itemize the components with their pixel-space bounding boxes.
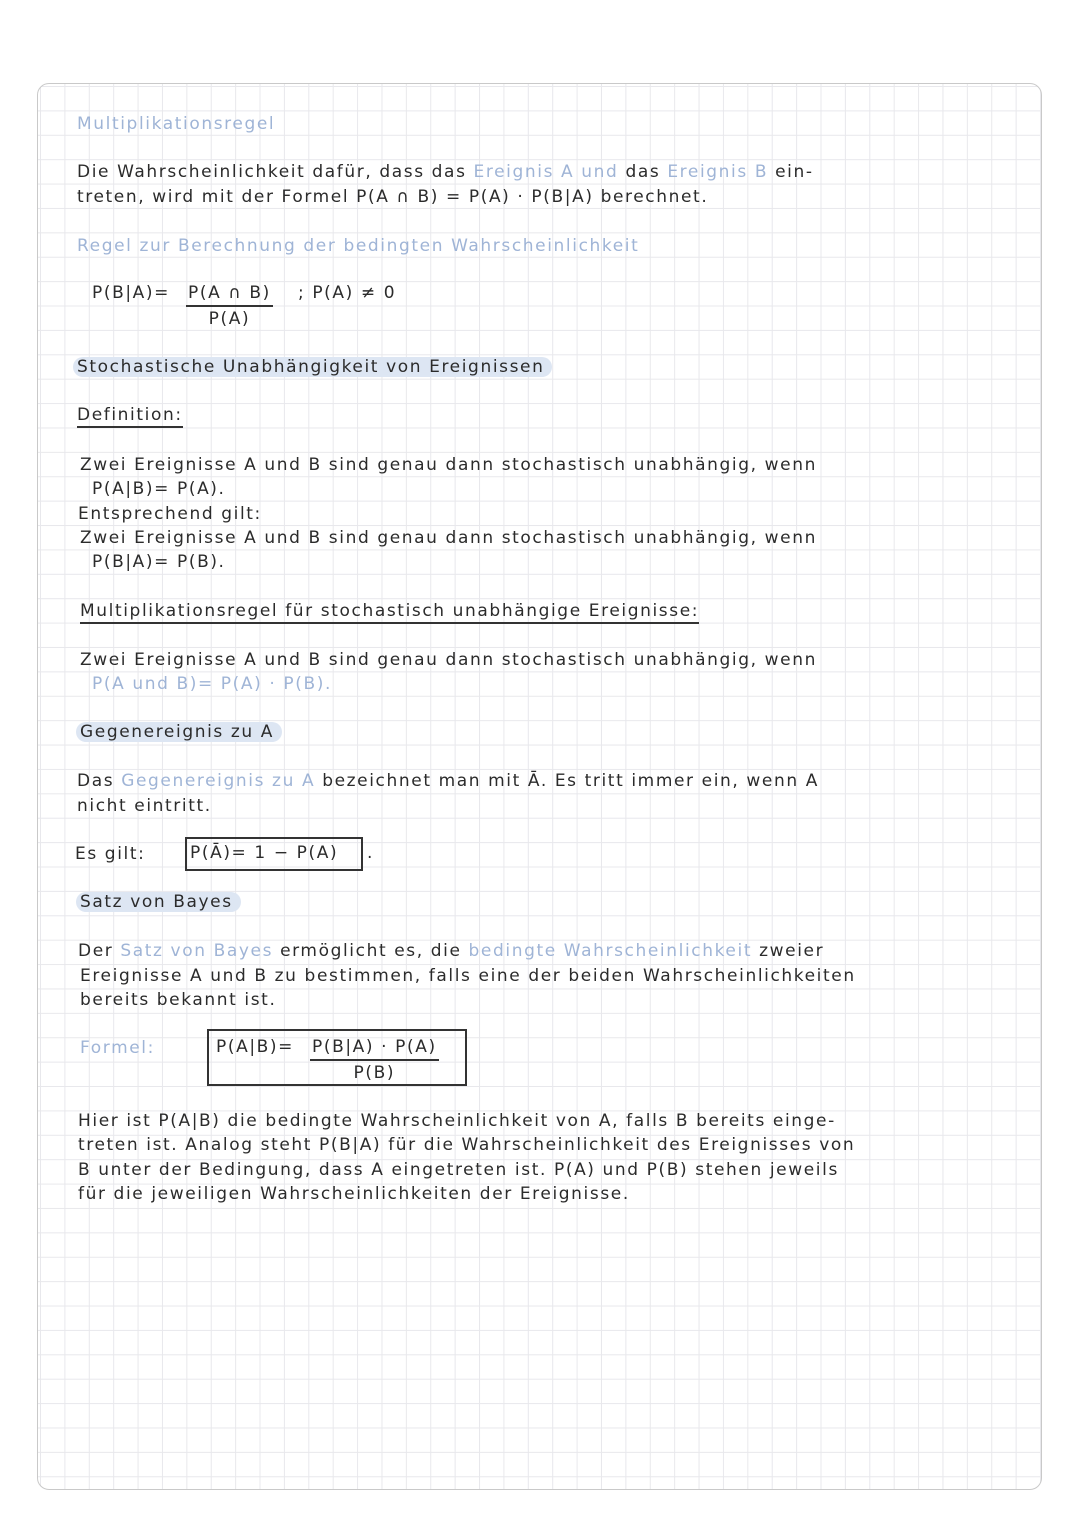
definition-line5: P(B|A)= P(B). — [92, 552, 226, 572]
complement-line1 — [77, 771, 819, 791]
mult-indep-label — [80, 601, 699, 621]
underlined-label: Multiplikationsregel für stochastisch unabhängige Ereignisse: — [80, 601, 699, 624]
complement-es-gilt: Es gilt: — [75, 844, 146, 864]
text: Der — [78, 941, 114, 961]
cond-formula-fraction — [186, 283, 273, 329]
heading-multiplikationsregel: Multiplikationsregel — [77, 114, 276, 134]
text: bezeichnet man mit Ā. Es tritt immer ein, wenn A — [322, 771, 819, 791]
mult-indep-line2: P(A und B)= P(A) · P(B). — [92, 674, 332, 694]
fraction-numerator: P(A ∩ B) — [186, 283, 273, 307]
section-highlight: Stochastische Unabhängigkeit von Ereignissen — [73, 357, 552, 377]
text: ermöglicht es, die — [280, 941, 462, 961]
definition-line1: Zwei Ereignisse A und B sind genau dann stochastisch unabhängig, wenn — [80, 455, 817, 475]
text: ein- — [775, 162, 814, 182]
bayes-line1 — [78, 941, 824, 961]
paragraph-mult-line1 — [77, 162, 814, 182]
formel-label: Formel: — [80, 1038, 155, 1058]
explanation-line2: treten ist. Analog steht P(B|A) für die Wahrscheinlichkeit des Ereignisses von — [78, 1135, 856, 1155]
complement-line2: nicht eintritt. — [77, 796, 212, 816]
term-ereignis-a: Ereignis A und — [473, 162, 619, 182]
mult-indep-line1: Zwei Ereignisse A und B sind genau dann stochastisch unabhängig, wenn — [80, 650, 817, 670]
heading-bedingte-wahrscheinlichkeit: Regel zur Berechnung der bedingten Wahrscheinlichkeit — [77, 236, 640, 256]
section-stochastische-unabhaengigkeit — [77, 357, 552, 377]
complement-formula: P(Ā)= 1 − P(A) — [190, 843, 339, 863]
term-bedingte-wahrscheinlichkeit: bedingte Wahrscheinlichkeit — [468, 941, 753, 961]
definition-line3: Entsprechend gilt: — [78, 504, 262, 524]
section-highlight: Gegenereignis zu A — [76, 722, 282, 742]
term-ereignis-b: Ereignis B — [667, 162, 769, 182]
underlined-label: Definition: — [77, 405, 183, 428]
fraction-numerator: P(B|A) · P(A) — [310, 1037, 439, 1061]
explanation-line3: B unter der Bedingung, dass A eingetreten ist. P(A) und P(B) stehen jeweils — [78, 1160, 839, 1180]
section-gegenereignis — [80, 722, 282, 742]
text: Die Wahrscheinlichkeit dafür, dass das — [77, 162, 467, 182]
definition-line4: Zwei Ereignisse A und B sind genau dann stochastisch unabhängig, wenn — [80, 528, 817, 548]
term-satz-von-bayes: Satz von Bayes — [120, 941, 274, 961]
definition-line2: P(A|B)= P(A). — [92, 479, 226, 499]
paragraph-mult-line2: treten, wird mit der Formel P(A ∩ B) = P(A) · P(B|A) berechnet. — [77, 187, 709, 207]
bayes-line3: bereits bekannt ist. — [80, 990, 277, 1010]
definition-label — [77, 405, 183, 425]
explanation-line1: Hier ist P(A|B) die bedingte Wahrscheinlichkeit von A, falls B bereits einge- — [78, 1111, 836, 1131]
section-satz-von-bayes — [80, 892, 241, 912]
text: Das — [77, 771, 115, 791]
explanation-line4: für die jeweiligen Wahrscheinlichkeiten der Ereignisse. — [78, 1184, 630, 1204]
fraction-denominator: P(A) — [208, 309, 251, 329]
bayes-formula-fraction — [310, 1037, 439, 1083]
term-gegenereignis: Gegenereignis zu A — [121, 771, 316, 791]
cond-formula-lhs: P(B|A)= — [92, 283, 170, 303]
complement-period: . — [367, 843, 375, 863]
fraction-denominator: P(B) — [353, 1063, 396, 1083]
text: zweier — [759, 941, 825, 961]
cond-formula-condition: ; P(A) ≠ 0 — [298, 283, 397, 303]
text: das — [625, 162, 661, 182]
bayes-formula-lhs: P(A|B)= — [216, 1037, 294, 1057]
section-highlight: Satz von Bayes — [76, 892, 241, 912]
bayes-line2: Ereignisse A und B zu bestimmen, falls eine der beiden Wahrscheinlichkeiten — [80, 966, 856, 986]
